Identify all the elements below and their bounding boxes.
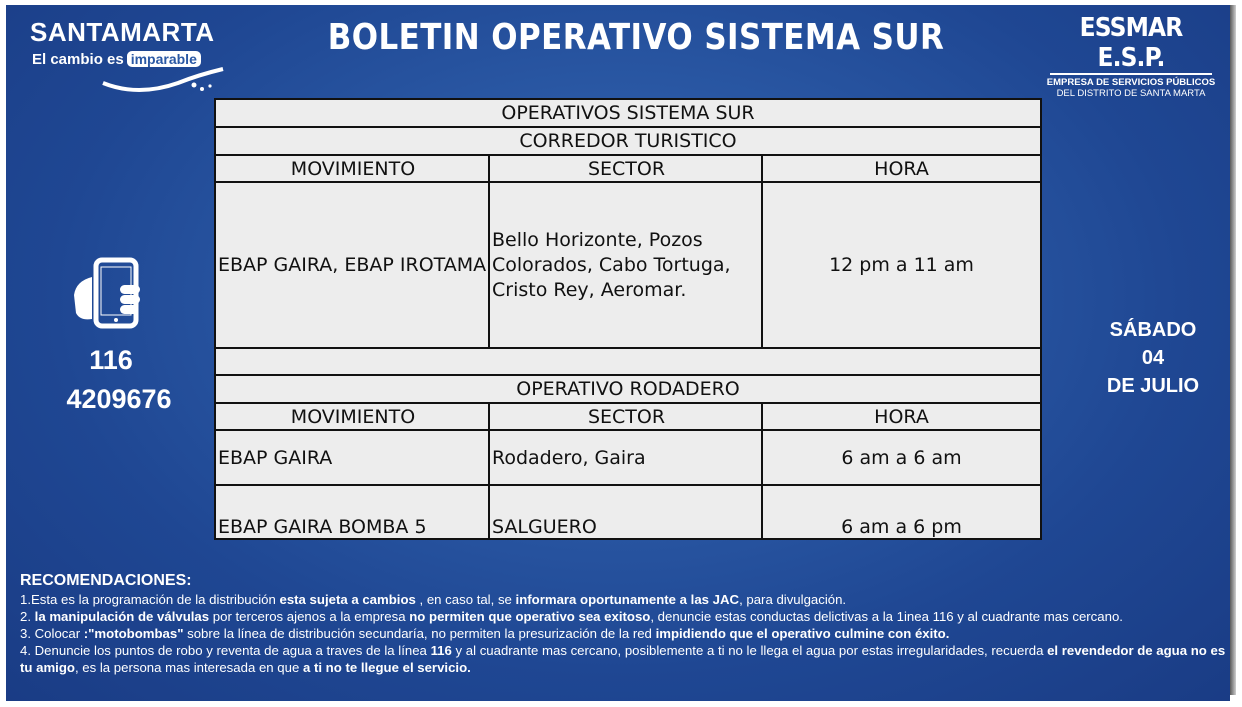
hotline-short: 116 bbox=[89, 345, 133, 375]
recommendation-3: 3. Colocar :"motobombas" sobre la línea de distribución secundaría, no permiten la presurización de la red impidiendo que el operativo culmine con éxito. bbox=[20, 626, 950, 641]
operations-table bbox=[214, 98, 1042, 540]
cell-hora: 6 am a 6 am bbox=[841, 446, 962, 469]
date-month: DE JULIO bbox=[1106, 375, 1200, 397]
header-movimiento: MOVIMIENTO bbox=[216, 404, 490, 429]
bulletin-date bbox=[1088, 316, 1218, 400]
logo-right-divider bbox=[1050, 73, 1212, 75]
cell-sector: Rodadero, Gaira bbox=[490, 431, 763, 484]
cell-sector: SALGUERO bbox=[490, 486, 763, 538]
header-sector: SECTOR bbox=[490, 156, 763, 181]
logo-left-slogan: El cambio es imparable bbox=[32, 51, 201, 68]
table-title: OPERATIVOS SISTEMA SUR bbox=[501, 102, 755, 124]
table-title-row bbox=[216, 100, 1040, 128]
header-hora: HORA bbox=[874, 157, 929, 180]
logo-left-pill: imparable bbox=[127, 51, 201, 67]
hotline-long: 4209676 bbox=[66, 384, 172, 414]
recommendation-1: 1.Esta es la programación de la distribución esta sujeta a cambios , en caso tal, se informara oportunamente a las JAC, para divulgación. bbox=[20, 592, 847, 607]
logo-right-name: ESSMAR E.S.P. bbox=[1079, 13, 1183, 73]
phone-in-hand-icon bbox=[72, 257, 144, 331]
logo-left-name: SANTAMARTA bbox=[30, 17, 215, 47]
header-sector: SECTOR bbox=[490, 404, 763, 429]
section2-title-row bbox=[216, 376, 1040, 404]
section2-title: OPERATIVO RODADERO bbox=[516, 378, 740, 400]
wave-swoosh-icon bbox=[98, 65, 228, 95]
logo-right-subtitle2: DEL DISTRITO DE SANTA MARTA bbox=[1056, 88, 1206, 99]
santamarta-logo bbox=[18, 13, 228, 93]
logo-right-subtitle: EMPRESA DE SERVICIOS PÚBLICOS bbox=[1046, 77, 1216, 88]
table-header-row bbox=[216, 404, 1040, 431]
recommendations bbox=[20, 571, 1230, 676]
table-row bbox=[216, 183, 1040, 349]
panel-shadow bbox=[1230, 5, 1236, 695]
header-hora: HORA bbox=[874, 405, 929, 428]
cell-movimiento: EBAP GAIRA BOMBA 5 bbox=[216, 486, 490, 538]
date-day: SÁBADO bbox=[1109, 319, 1197, 341]
recommendation-4: 4. Denuncie los puntos de robo y reventa de agua a traves de la línea 116 y al cuadrante mas cercano, posiblemente a ti no le llega el agua por estas irregularidades, recuerda el revendedor de agua no es tu amigo, es la persona mas interesada en que a ti no te llegue el servicio. bbox=[20, 643, 1226, 675]
date-number: 04 bbox=[1141, 347, 1165, 369]
page-title: BOLETIN OPERATIVO SISTEMA SUR bbox=[327, 17, 945, 58]
table-row bbox=[216, 486, 1040, 538]
spacer-row bbox=[216, 349, 1040, 376]
section1-title-row bbox=[216, 128, 1040, 156]
essmar-logo bbox=[1036, 13, 1226, 99]
cell-hora: 6 am a 6 pm bbox=[841, 516, 962, 538]
section1-title: CORREDOR TURISTICO bbox=[519, 130, 737, 152]
cell-sector: Bello Horizonte, Pozos Colorados, Cabo Tortuga, Cristo Rey, Aeromar. bbox=[490, 183, 763, 347]
recommendation-2: 2. la manipulación de válvulas por terceros ajenos a la empresa no permiten que operativo sea exitoso, denuncie estas conductas delictivas a la 1inea 116 y al cuadrante mas cercano. bbox=[20, 609, 1123, 624]
recommendations-heading: RECOMENDACIONES: bbox=[20, 572, 192, 589]
cell-movimiento: EBAP GAIRA, EBAP IROTAMA bbox=[216, 183, 490, 347]
table-header-row bbox=[216, 156, 1040, 183]
table-row bbox=[216, 431, 1040, 486]
cell-movimiento: EBAP GAIRA bbox=[216, 431, 490, 484]
header-movimiento: MOVIMIENTO bbox=[216, 156, 490, 181]
cell-hora: 12 pm a 11 am bbox=[829, 254, 974, 276]
